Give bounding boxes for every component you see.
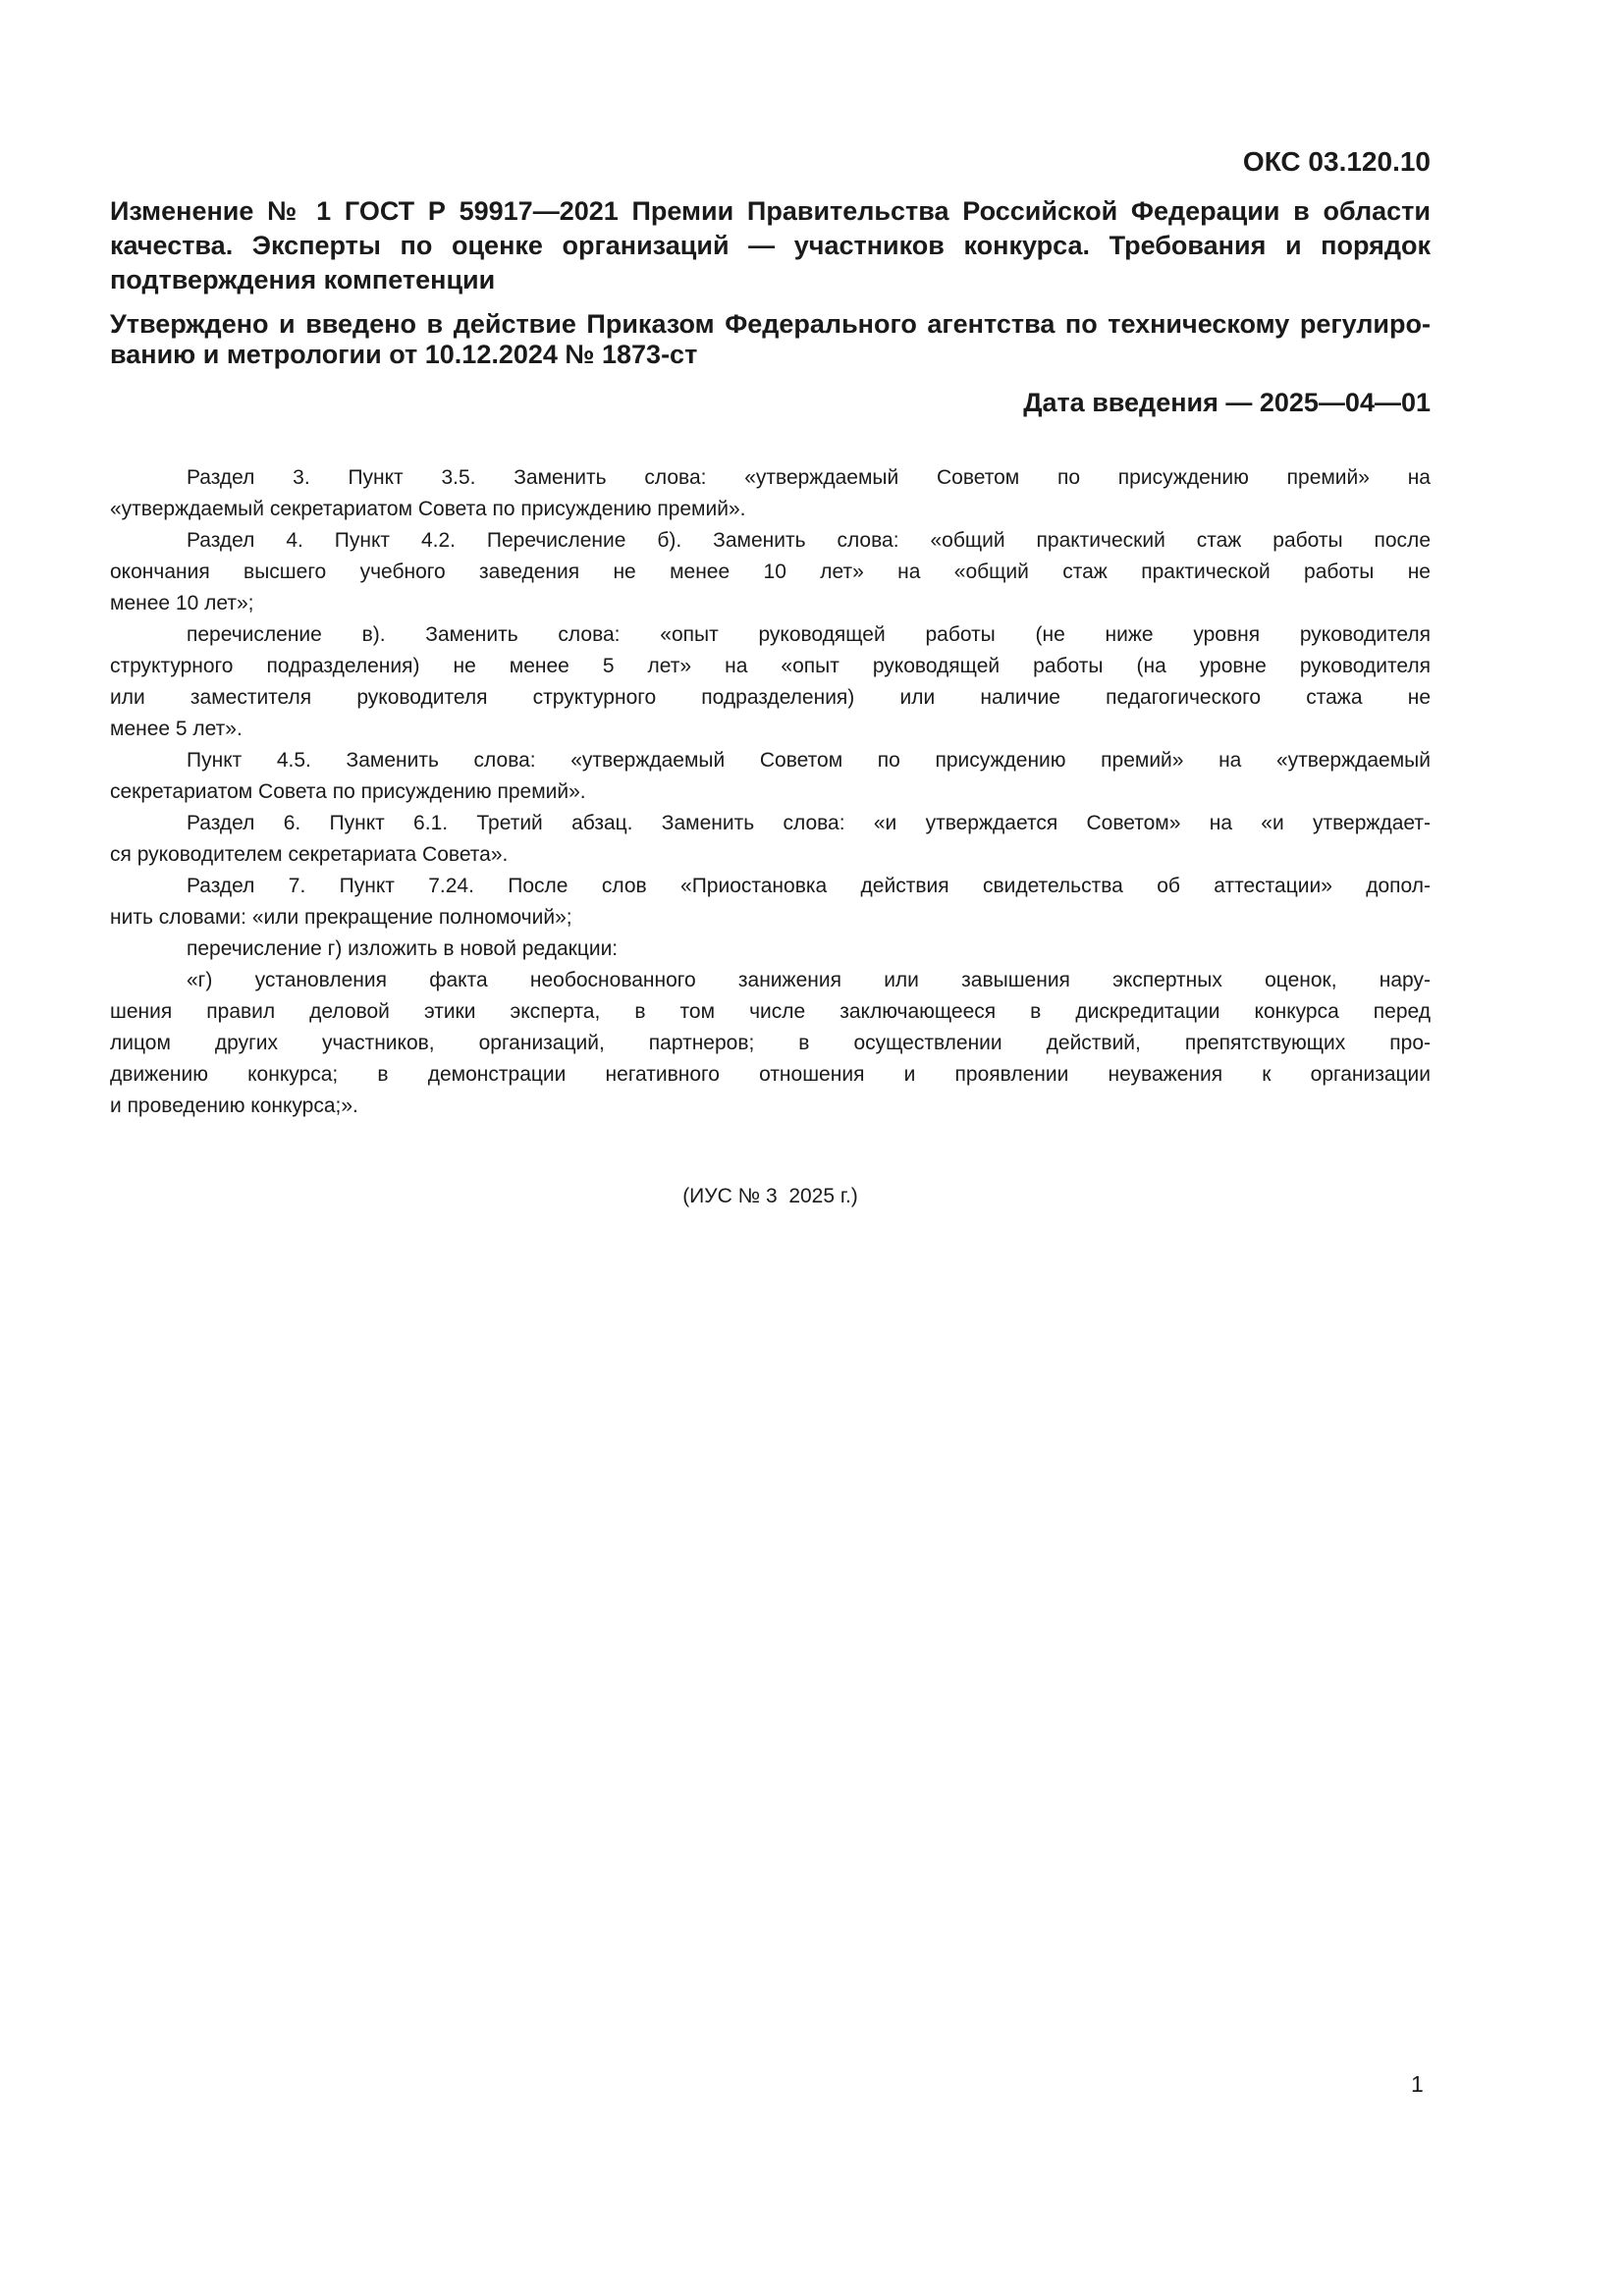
oks-classification-code: ОКС 03.120.10 [1242, 146, 1431, 177]
body-paragraph-item-g-text: «г) установления факта необоснованного занижения или завышения экспертных оценок, нару- шения правил деловой этики эксперта, в том числе заключающееся в дискредитации конкурса перед лицом других участников, организаций, партнеров; в осуществлении действий, препятствующих про- движению конкурса; в демонстрации негативного отношения и проявлении неуважения к организации и проведению конкурса;». [110, 969, 1431, 1117]
body-paragraph-clause-4-5: Пункт 4.5. Заменить слова: «утверждаемый Советом по присуждению премий» на «утверждаемый секретариатом Совета по присуждению премий». [110, 749, 1431, 803]
body-paragraph-section6: Раздел 6. Пункт 6.1. Третий абзац. Заменить слова: «и утверждается Советом» на «и утверждает- ся руководителем секретариата Совета». [110, 812, 1431, 866]
effective-date: Дата введения — 2025—04—01 [1023, 388, 1431, 417]
approval-statement: Утверждено и введено в действие Приказом Федерального агентства по техническому регулиро- ванию и метрологии от 10.12.2024 № 1873-ст [110, 309, 1431, 369]
body-paragraph-section7: Раздел 7. Пункт 7.24. После слов «Приостановка действия свидетельства об аттестации» допол- нить словами: «или прекращение полномочий»; [110, 875, 1431, 929]
body-paragraph-section4-item-b: Раздел 4. Пункт 4.2. Перечисление б). Заменить слова: «общий практический стаж работы после окончания высшего учебного заведения не менее 10 лет» на «общий стаж практической работы не менее 10 лет»; [110, 529, 1431, 614]
text-column [110, 145, 1431, 1212]
amendment-title: Изменение № 1 ГОСТ Р 59917—2021 Премии Правительства Российской Федерации в области качества. Эксперты по оценке организаций — участников конкурса. Требования и порядок подтверждения компетенции [110, 196, 1431, 294]
amendment-body [110, 462, 1431, 1122]
body-paragraph-item-g-intro: перечисление г) изложить в новой редакции: [187, 937, 619, 960]
body-paragraph-section3: Раздел 3. Пункт 3.5. Заменить слова: «утверждаемый Советом по присуждению премий» на «утверждаемый секретариатом Совета по присуждению премий». [110, 466, 1431, 520]
body-paragraph-section4-item-v: перечисление в). Заменить слова: «опыт руководящей работы (не ниже уровня руководителя структурного подразделения) не менее 5 лет» на «опыт руководящей работы (на уровне руководителя или заместителя руководителя структурного подразделения) или наличие педагогического стажа не менее 5 лет». [110, 623, 1431, 740]
ius-reference-note: (ИУС № 3 2025 г.) [682, 1185, 858, 1207]
page-number: 1 [1411, 2071, 1424, 2097]
